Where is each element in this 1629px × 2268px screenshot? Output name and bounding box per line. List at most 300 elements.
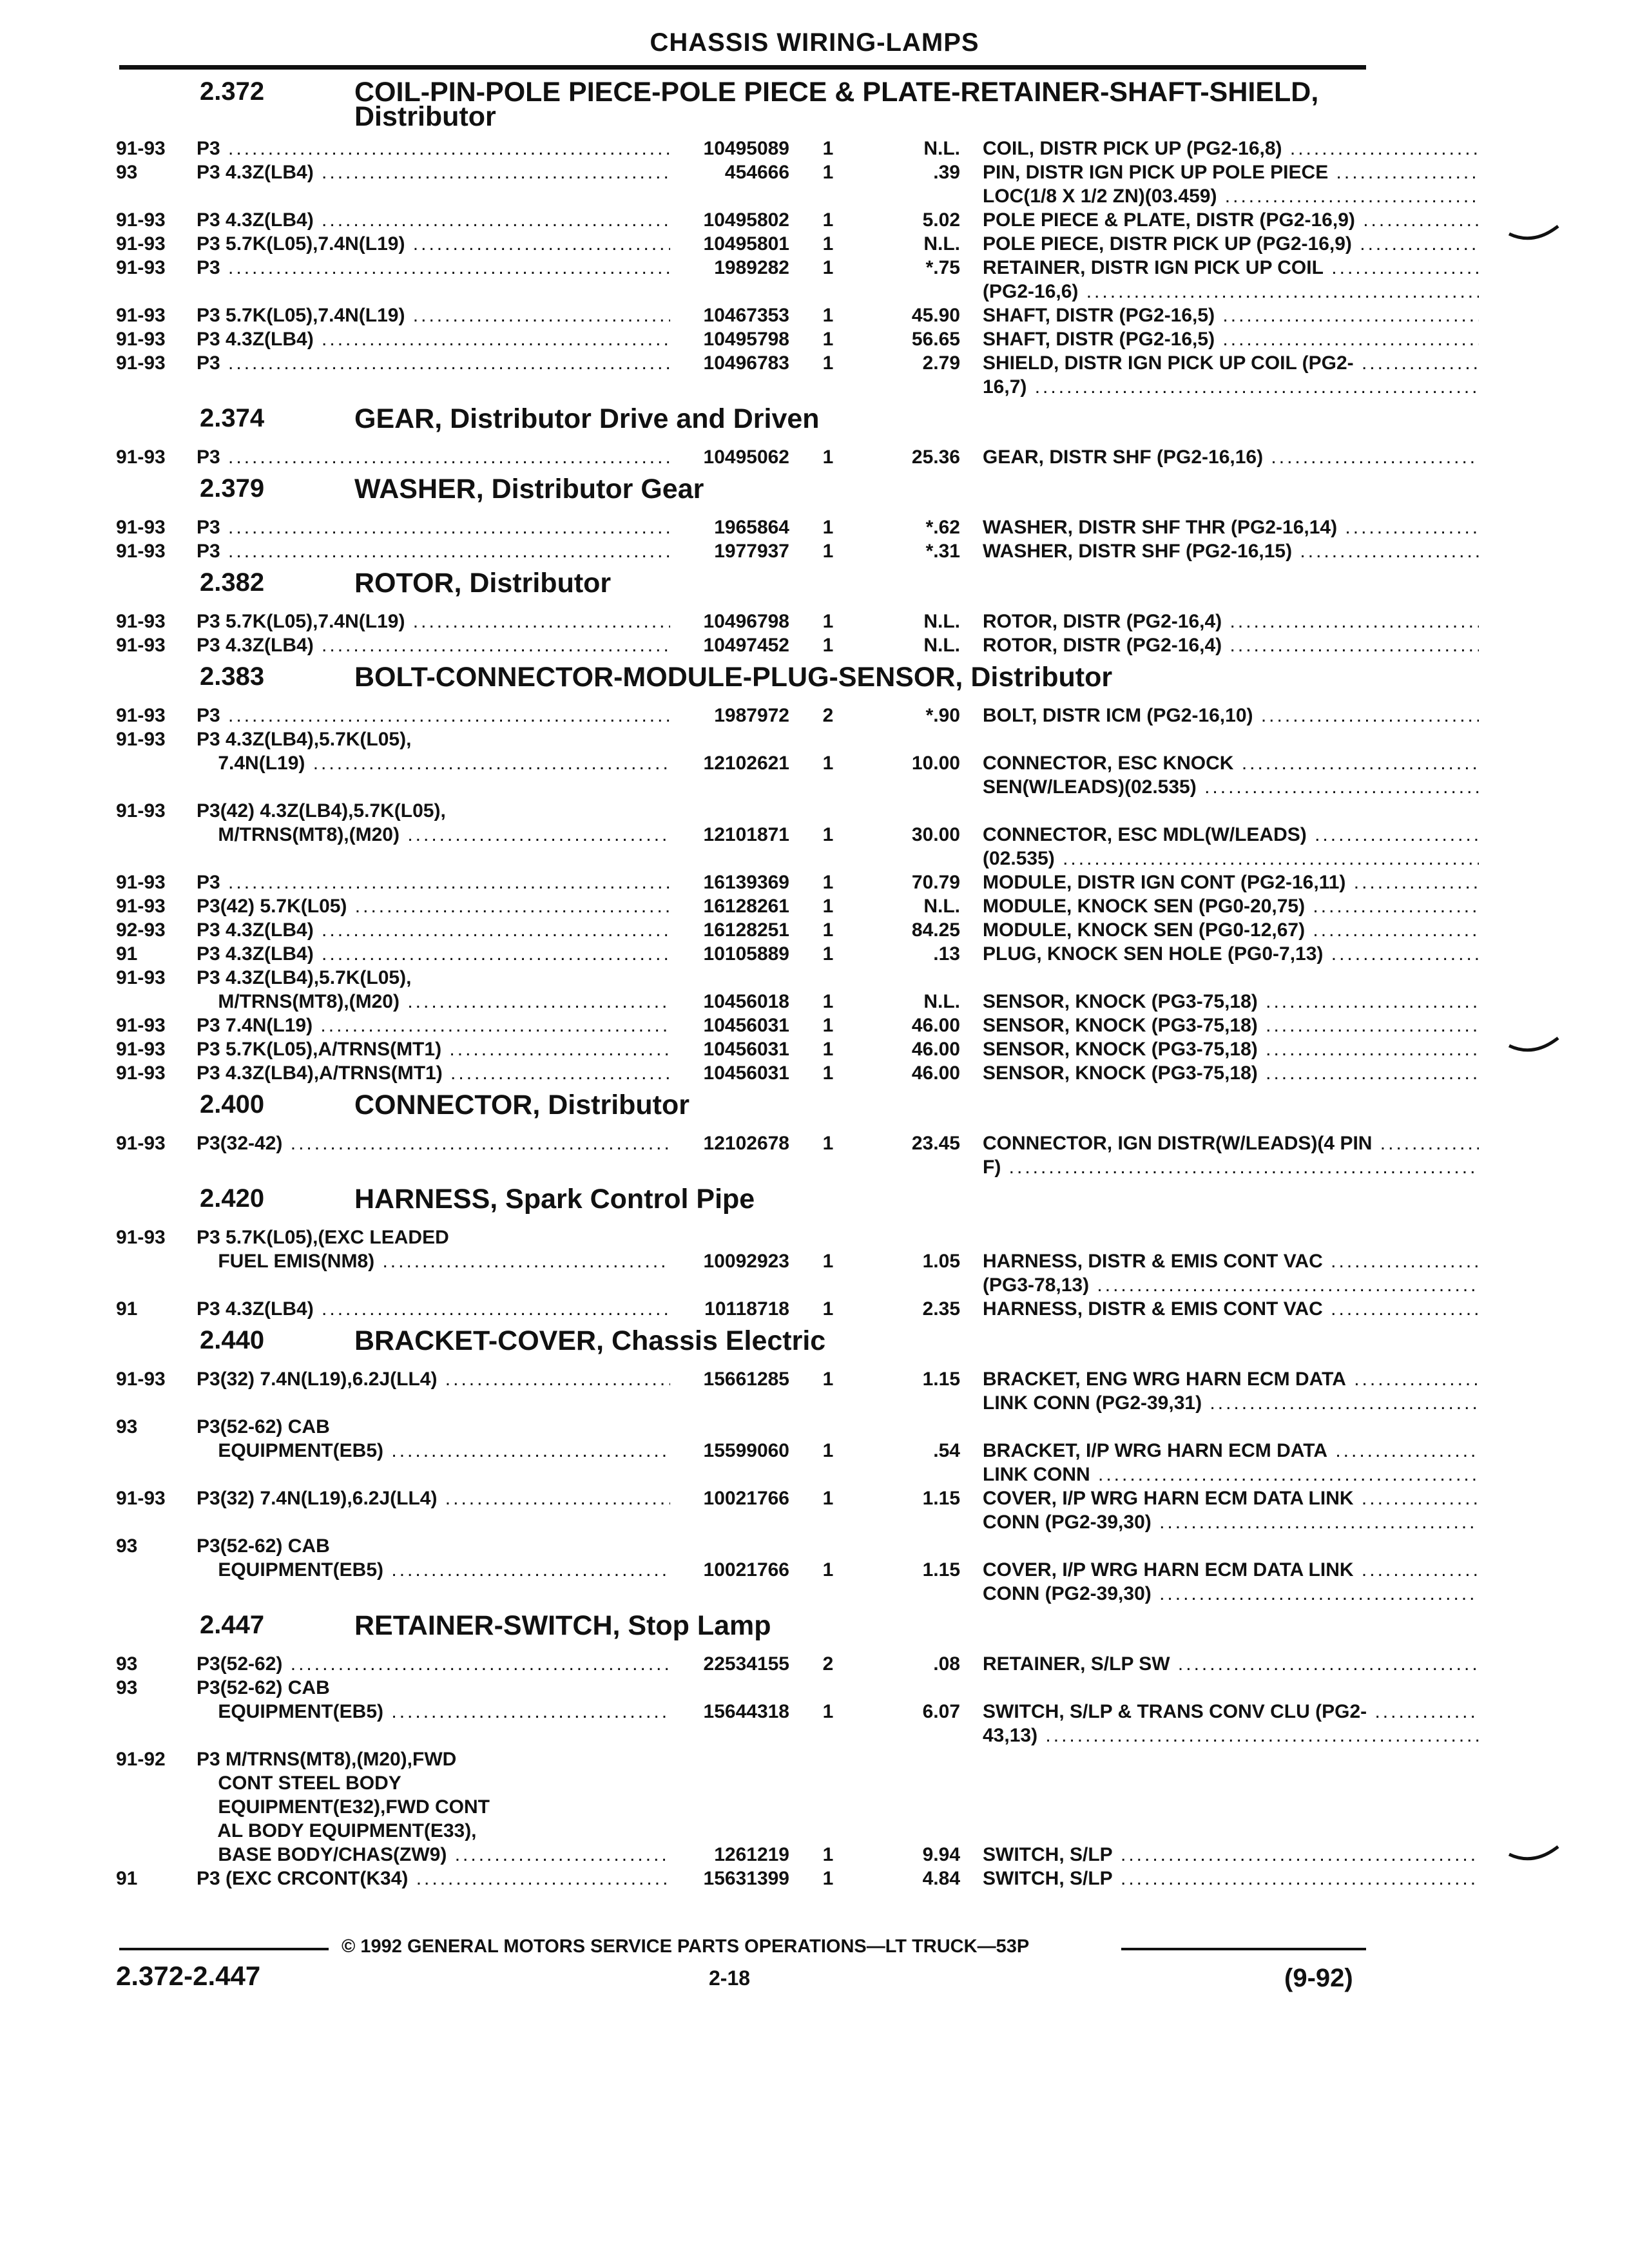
part-row [116,375,1353,399]
usage-code: P3 7.4N(L19) ..... [197,1014,670,1037]
section-number: 2.383 [200,662,265,691]
part-description: RETAINER, DISTR IGN PICK UP COIL ..... [983,256,1479,280]
part-description: CONN (PG2-39,30) ..... [983,1510,1479,1534]
quantity: 1 [822,1133,834,1154]
part-description: WASHER, DISTR SHF THR (PG2-16,14) ..... [983,515,1479,539]
model-years: 91-93 [116,257,166,278]
parts-section [116,1179,1353,1321]
usage-code: P3(42) 4.3Z(LB4),5.7K(L05), [197,800,446,822]
section-title: WASHER, Distributor Gear [354,474,704,505]
model-years: 93 [116,1535,138,1557]
part-description: CONNECTOR, IGN DISTR(W/LEADS)(4 PIN ..... [983,1131,1479,1155]
quantity: 1 [822,1488,834,1509]
usage-code: P3 4.3Z(LB4) ..... [197,942,670,966]
quantity: 1 [822,1440,834,1461]
usage-code: AL BODY EQUIPMENT(E33), [197,1820,477,1841]
part-row [116,280,1353,303]
usage-code: 7.4N(L19) ..... [197,751,670,775]
part-description: SWITCH, S/LP ..... [983,1843,1479,1867]
quantity: 1 [822,352,834,374]
quantity: 2 [822,1653,834,1675]
part-row [116,160,1353,184]
model-years: 93 [116,162,138,183]
part-row [116,751,1353,775]
price: 2.79 [922,352,960,374]
part-number: 12102678 [703,1133,789,1154]
model-years: 91-93 [116,1488,166,1509]
quantity: 1 [822,943,834,965]
part-description: (PG2-16,6) ..... [983,280,1479,303]
part-description: WASHER, DISTR SHF (PG2-16,15) ..... [983,539,1479,563]
price: 10.00 [911,753,960,774]
price: 1.05 [922,1251,960,1272]
part-number: 1261219 [714,1844,789,1865]
usage-code: P3 ..... [197,539,670,563]
part-description: 16,7) ..... [983,375,1479,399]
quantity: 1 [822,1062,834,1084]
part-number: 15631399 [703,1868,789,1889]
quantity: 1 [822,919,834,941]
part-row [116,966,1353,990]
section-number: 2.379 [200,474,265,503]
part-description: SWITCH, S/LP ..... [983,1867,1479,1890]
usage-code: P3 ..... [197,351,670,375]
part-row [116,351,1353,375]
part-row [116,1273,1353,1297]
parts-listing [116,72,1373,1890]
price: 46.00 [911,1015,960,1036]
usage-code: P3 5.7K(L05),7.4N(L19) ..... [197,232,670,256]
part-number: 12102621 [703,753,789,774]
price: N.L. [923,896,960,917]
footer-line [119,1936,1366,1962]
part-row [116,208,1353,232]
model-years: 91-93 [116,209,166,231]
price: 9.94 [922,1844,960,1865]
part-row [116,823,1353,847]
quantity: 1 [822,1015,834,1036]
price: 4.84 [922,1868,960,1889]
usage-code: P3 ..... [197,137,670,160]
quantity: 1 [822,896,834,917]
model-years: 91-92 [116,1749,166,1770]
binder-hole-mark [1508,222,1559,248]
usage-code: P3 4.3Z(LB4) ..... [197,918,670,942]
part-number: 10496783 [703,352,789,374]
footer-rule-right [1121,1948,1366,1950]
usage-code: P3(32-42) ..... [197,1131,670,1155]
quantity: 1 [822,1701,834,1722]
section-title: BRACKET-COVER, Chassis Electric [354,1325,826,1356]
part-row [116,1843,1353,1867]
usage-code: P3(52-62) ..... [197,1652,670,1676]
part-number: 10495802 [703,209,789,231]
usage-code: P3 4.3Z(LB4) ..... [197,160,670,184]
part-row [116,1131,1373,1155]
usage-code: P3 ..... [197,515,670,539]
header-rule [119,65,1366,70]
part-number: 10495062 [703,447,789,468]
model-years: 91-93 [116,305,166,326]
price: N.L. [923,138,960,159]
model-years: 91-93 [116,541,166,562]
part-row [116,870,1353,894]
price: 45.90 [911,305,960,326]
price: .13 [933,943,960,965]
part-row [116,1415,1353,1439]
usage-code: P3 5.7K(L05),A/TRNS(MT1) ..... [197,1037,670,1061]
section-title: BOLT-CONNECTOR-MODULE-PLUG-SENSOR, Distributor [354,662,1113,693]
model-years: 91-93 [116,1062,166,1084]
usage-code: P3 ..... [197,445,670,469]
quantity: 1 [822,1844,834,1865]
part-row [116,1700,1367,1724]
price: N.L. [923,635,960,656]
usage-code: P3 4.3Z(LB4),A/TRNS(MT1) ..... [197,1061,670,1085]
part-description: RETAINER, S/LP SW ..... [983,1652,1479,1676]
parts-section [116,1321,1353,1606]
price: N.L. [923,991,960,1012]
price: 1.15 [922,1559,960,1581]
part-number: 1965864 [714,517,789,538]
model-years: 91-93 [116,1369,166,1390]
usage-code: EQUIPMENT(EB5) ..... [197,1439,670,1463]
usage-code: P3 4.3Z(LB4) ..... [197,1297,670,1321]
model-years: 91-93 [116,967,166,988]
section-header [116,469,1353,515]
quantity: 1 [822,257,834,278]
price: 1.15 [922,1488,960,1509]
part-description: SHAFT, DISTR (PG2-16,5) ..... [983,303,1479,327]
quantity: 1 [822,1298,834,1320]
part-description: SEN(W/LEADS)(02.535) ..... [983,775,1479,799]
usage-code: EQUIPMENT(EB5) ..... [197,1700,670,1724]
parts-section [116,1606,1367,1890]
section-header [116,399,1353,445]
section-title: GEAR, Distributor Drive and Driven [354,403,820,434]
price: *.31 [925,541,960,562]
part-description: COIL, DISTR PICK UP (PG2-16,8) ..... [983,137,1479,160]
quantity: 1 [822,1369,834,1390]
parts-section [116,657,1353,1085]
model-years: 91-93 [116,447,166,468]
section-number: 2.400 [200,1090,265,1119]
part-description: COVER, I/P WRG HARN ECM DATA LINK ..... [983,1558,1479,1582]
page-title: CHASSIS WIRING-LAMPS [650,28,979,57]
model-years: 91-93 [116,1015,166,1036]
model-years: 92-93 [116,919,166,941]
part-row [116,1747,1353,1771]
part-description: SHAFT, DISTR (PG2-16,5) ..... [983,327,1479,351]
quantity: 2 [822,705,834,726]
part-number: 10497452 [703,635,789,656]
quantity: 1 [822,1039,834,1060]
part-row [116,894,1353,918]
part-description: MODULE, KNOCK SEN (PG0-12,67) ..... [983,918,1479,942]
usage-code: M/TRNS(MT8),(M20) ..... [197,823,670,847]
part-row [116,1014,1353,1037]
part-number: 15644318 [703,1701,789,1722]
section-header [116,563,1353,610]
part-description: F) ..... [983,1155,1479,1179]
model-years: 93 [116,1653,138,1675]
section-header [116,1321,1353,1367]
model-years: 91-93 [116,329,166,350]
section-header [116,72,1353,137]
part-number: 10467353 [703,305,789,326]
section-number: 2.420 [200,1184,265,1213]
part-number: 10495801 [703,233,789,255]
revision-date: (9-92) [1284,1964,1353,1992]
usage-code: P3 4.3Z(LB4),5.7K(L05), [197,729,412,750]
part-number: 10495089 [703,138,789,159]
quantity: 1 [822,233,834,255]
part-description: SWITCH, S/LP & TRANS CONV CLU (PG2- ..... [983,1700,1479,1724]
part-number: 10021766 [703,1559,789,1581]
part-row [116,942,1353,966]
part-description: LOC(1/8 X 1/2 ZN)(03.459) ..... [983,184,1479,208]
part-row [116,256,1353,280]
section-header [116,1179,1353,1225]
part-row [116,1652,1353,1676]
usage-code: P3 5.7K(L05),7.4N(L19) ..... [197,610,670,633]
section-number: 2.382 [200,568,265,597]
quantity: 1 [822,329,834,350]
part-description: HARNESS, DISTR & EMIS CONT VAC ..... [983,1297,1479,1321]
quantity: 1 [822,541,834,562]
part-description: SENSOR, KNOCK (PG3-75,18) ..... [983,990,1479,1014]
price: 70.79 [911,872,960,893]
part-number: 10456031 [703,1062,789,1084]
part-number: 10456018 [703,991,789,1012]
part-description: HARNESS, DISTR & EMIS CONT VAC ..... [983,1249,1479,1273]
section-title: HARNESS, Spark Control Pipe [354,1184,755,1215]
price: 30.00 [911,824,960,845]
usage-code: FUEL EMIS(NM8) ..... [197,1249,670,1273]
usage-code: P3 ..... [197,870,670,894]
price: .08 [933,1653,960,1675]
part-description: COVER, I/P WRG HARN ECM DATA LINK ..... [983,1486,1479,1510]
price: 46.00 [911,1039,960,1060]
part-description: BRACKET, ENG WRG HARN ECM DATA ..... [983,1367,1479,1391]
usage-code: P3(32) 7.4N(L19),6.2J(LL4) ..... [197,1367,670,1391]
part-description: LINK CONN ..... [983,1463,1479,1486]
part-row [116,1771,1353,1795]
section-header [116,1085,1353,1131]
part-row [116,1225,1353,1249]
part-row [116,515,1353,539]
part-row [116,1297,1353,1321]
quantity: 1 [822,1559,834,1581]
usage-code: P3(52-62) CAB [197,1535,330,1557]
part-row [116,610,1353,633]
quantity: 1 [822,138,834,159]
price: N.L. [923,233,960,255]
part-row [116,847,1353,870]
price: *.62 [925,517,960,538]
parts-section [116,72,1353,399]
quantity: 1 [822,991,834,1012]
quantity: 1 [822,611,834,632]
part-row [116,1819,1353,1843]
model-years: 91 [116,1868,138,1889]
part-description: SENSOR, KNOCK (PG3-75,18) ..... [983,1061,1479,1085]
part-row [116,727,1353,751]
quantity: 1 [822,1868,834,1889]
part-description: LINK CONN (PG2-39,31) ..... [983,1391,1479,1415]
quantity: 1 [822,1251,834,1272]
part-number: 10495798 [703,329,789,350]
model-years: 91-93 [116,896,166,917]
part-number: 10456031 [703,1039,789,1060]
part-description: ROTOR, DISTR (PG2-16,4) ..... [983,633,1479,657]
part-row [116,303,1353,327]
model-years: 91-93 [116,352,166,374]
part-row [116,1724,1353,1747]
price: 23.45 [911,1133,960,1154]
quantity: 1 [822,753,834,774]
part-row [116,1582,1353,1606]
usage-code: M/TRNS(MT8),(M20) ..... [197,990,670,1014]
part-number: 1977937 [714,541,789,562]
part-number: 10496798 [703,611,789,632]
part-row [116,232,1353,256]
part-number: 10105889 [703,943,789,965]
part-number: 10021766 [703,1488,789,1509]
model-years: 91-93 [116,705,166,726]
model-years: 91-93 [116,1227,166,1248]
price: 56.65 [911,329,960,350]
usage-code: P3(52-62) CAB [197,1416,330,1437]
part-row [116,704,1353,727]
part-row [116,799,1353,823]
price: .39 [933,162,960,183]
quantity: 1 [822,517,834,538]
part-description: CONN (PG2-39,30) ..... [983,1582,1479,1606]
model-years: 91-93 [116,872,166,893]
price: 6.07 [922,1701,960,1722]
model-years: 93 [116,1416,138,1437]
price: 25.36 [911,447,960,468]
price: .54 [933,1440,960,1461]
quantity: 1 [822,305,834,326]
usage-code: P3(42) 5.7K(L05) ..... [197,894,670,918]
part-row [116,1795,1353,1819]
parts-section [116,1085,1373,1179]
section-number: 2.372 [200,77,265,106]
part-description: PLUG, KNOCK SEN HOLE (PG0-7,13) ..... [983,942,1479,966]
quantity: 1 [822,447,834,468]
price: 2.35 [922,1298,960,1320]
part-row [116,633,1353,657]
part-row [116,1534,1353,1558]
part-description: POLE PIECE & PLATE, DISTR (PG2-16,9) ..... [983,208,1479,232]
usage-code: EQUIPMENT(E32),FWD CONT [197,1796,490,1818]
model-years: 91-93 [116,611,166,632]
quantity: 1 [822,824,834,845]
model-years: 91 [116,943,138,965]
part-row [116,184,1353,208]
binder-hole-mark [1508,1843,1559,1869]
price: *.75 [925,257,960,278]
model-years: 91-93 [116,517,166,538]
section-header [116,1606,1353,1652]
part-description: SHIELD, DISTR IGN PICK UP COIL (PG2- ..... [983,351,1479,375]
part-description: SENSOR, KNOCK (PG3-75,18) ..... [983,1037,1479,1061]
quantity: 1 [822,209,834,231]
parts-section [116,399,1353,469]
usage-code: CONT STEEL BODY [197,1773,401,1794]
section-number: 2.374 [200,404,265,432]
part-row [116,1037,1353,1061]
part-description: GEAR, DISTR SHF (PG2-16,16) ..... [983,445,1479,469]
quantity: 1 [822,635,834,656]
part-number: 15661285 [703,1369,789,1390]
part-description: PIN, DISTR IGN PICK UP POLE PIECE ..... [983,160,1479,184]
part-description: MODULE, DISTR IGN CONT (PG2-16,11) ..... [983,870,1479,894]
model-years: 91-93 [116,800,166,822]
model-years: 91-93 [116,1039,166,1060]
usage-code: P3 5.7K(L05),(EXC LEADED [197,1227,449,1248]
section-number: 2.440 [200,1326,265,1354]
usage-code: P3 5.7K(L05),7.4N(L19) ..... [197,303,670,327]
section-title: CONNECTOR, Distributor [354,1090,689,1120]
model-years: 91-93 [116,635,166,656]
usage-code: P3 (EXC CRCONT(K34) ..... [197,1867,670,1890]
page-number: 2-18 [709,1966,751,1990]
model-years: 93 [116,1677,138,1698]
part-row [116,327,1353,351]
part-row [116,1155,1353,1179]
usage-code: P3 4.3Z(LB4) ..... [197,633,670,657]
parts-section [116,563,1353,657]
part-row [116,539,1353,563]
footer-rule-left [119,1948,329,1950]
usage-code: P3 4.3Z(LB4) ..... [197,208,670,232]
part-row [116,1867,1353,1890]
price: N.L. [923,611,960,632]
model-years: 91-93 [116,233,166,255]
part-number: 16128251 [703,919,789,941]
part-description: POLE PIECE, DISTR PICK UP (PG2-16,9) ..... [983,232,1479,256]
part-description: (PG3-78,13) ..... [983,1273,1479,1297]
model-years: 91-93 [116,729,166,750]
part-row [116,445,1353,469]
part-number: 15599060 [703,1440,789,1461]
part-number: 16139369 [703,872,789,893]
section-title: COIL-PIN-POLE PIECE-POLE PIECE & PLATE-RETAINER-SHAFT-SHIELD, Distributor [354,77,1319,132]
part-number: 10456031 [703,1015,789,1036]
part-row [116,1391,1353,1415]
usage-code: P3 ..... [197,704,670,727]
quantity: 1 [822,872,834,893]
part-row [116,990,1353,1014]
section-number: 2.447 [200,1611,265,1639]
part-row [116,1486,1353,1510]
part-number: 12101871 [703,824,789,845]
price: 1.15 [922,1369,960,1390]
part-description: MODULE, KNOCK SEN (PG0-20,75) ..... [983,894,1479,918]
part-number: 16128261 [703,896,789,917]
parts-section [116,469,1353,563]
section-header [116,657,1353,704]
part-row [116,1463,1353,1486]
part-description: CONNECTOR, ESC KNOCK ..... [983,751,1479,775]
part-number: 22534155 [703,1653,789,1675]
model-years: 91 [116,1298,138,1320]
part-row [116,1510,1353,1534]
quantity: 1 [822,162,834,183]
